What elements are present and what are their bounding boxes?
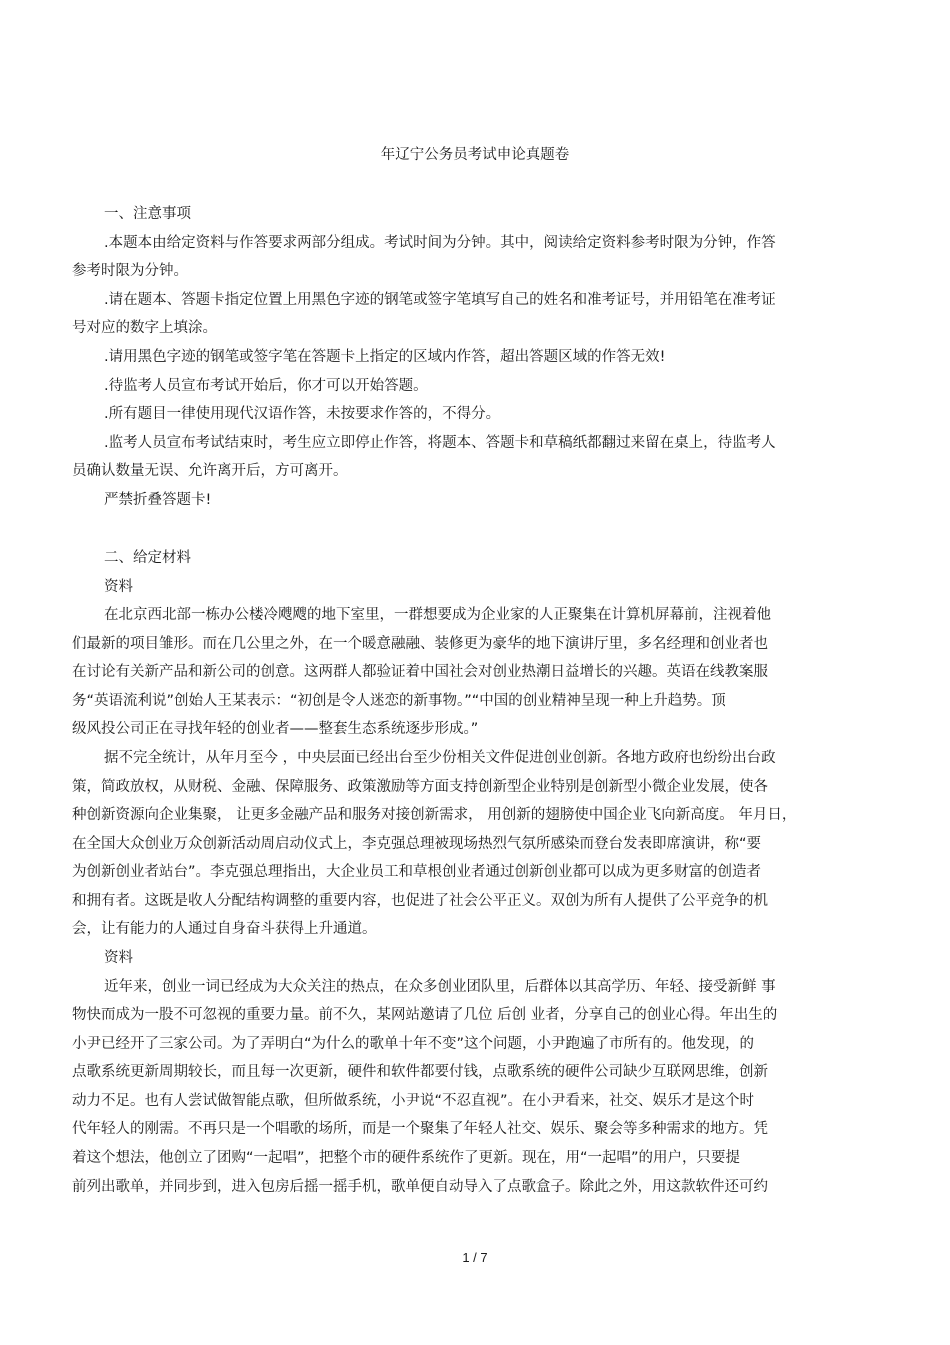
note-line: 员确认数量无误、允许离开后，方可离开。 bbox=[72, 463, 348, 479]
material-line: 前列出歌单，并同步到，进入包房后摇一摇手机，歌单便自动导入了点歌盒子。除此之外，用这款软件还可约 bbox=[72, 1179, 768, 1195]
material-line: 策，简政放权，从财税、金融、保障服务、政策激励等方面支持创新型企业特别是创新型小微企业发展，使各 bbox=[72, 779, 768, 795]
page-title: 年辽宁公务员考试申论真题卷 bbox=[380, 147, 570, 163]
material-line: 近年来，创业一词已经成为大众关注的热点，在众多创业团队里，后群体以其高学历、年轻、接受新鲜 事 bbox=[104, 979, 776, 995]
note-line: .待监考人员宣布考试开始后，你才可以开始答题。 bbox=[104, 378, 428, 394]
material-line: 着这个想法，他创立了团购“一起唱”，把整个市的硬件系统作了更新。现在，用“一起唱”的用户，只要提 bbox=[72, 1150, 741, 1166]
note-line: 参考时限为分钟。 bbox=[72, 263, 188, 279]
section-heading-materials: 二、给定材料 bbox=[104, 550, 191, 566]
material-line: 代年轻人的刚需。不再只是一个唱歌的场所，而是一个聚集了年轻人社交、娱乐、聚会等多种需求的地方。凭 bbox=[72, 1121, 768, 1137]
page-indicator: 1 / 7 bbox=[462, 1250, 488, 1265]
section-heading-notes: 一、注意事项 bbox=[104, 206, 191, 222]
material-line: 为创新创业者站台”。李克强总理指出，大企业员工和草根创业者通过创新创业都可以成为更多财富的创造者 bbox=[72, 864, 762, 880]
note-line: .请用黑色字迹的钢笔或签字笔在答题卡上指定的区域内作答，超出答题区域的作答无效! bbox=[104, 349, 666, 365]
material-line: 在讨论有关新产品和新公司的创意。这两群人都验证着中国社会对创业热潮日益增长的兴趣。英语在线教案服 bbox=[72, 664, 768, 680]
material-line: 种创新资源向企业集聚， 让更多金融产品和服务对接创新需求， 用创新的翅膀使中国企业飞向新高度。 年月日， bbox=[72, 807, 797, 823]
note-line: 号对应的数字上填涂。 bbox=[72, 320, 217, 336]
material-line: 物快而成为一股不可忽视的重要力量。前不久，某网站邀请了几位 后创 业者，分享自己的创业心得。年出生的 bbox=[72, 1007, 778, 1023]
material-line: 们最新的项目雏形。而在几公里之外，在一个暖意融融、装修更为豪华的地下演讲厅里，多名经理和创业者也 bbox=[72, 636, 768, 652]
note-line: .监考人员宣布考试结束时，考生应立即停止作答，将题本、答题卡和草稿纸都翻过来留在桌上，待监考人 bbox=[104, 435, 776, 451]
material-line: 据不完全统计，从年月至今 ，中央层面已经出台至少份相关文件促进创业创新。各地方政府也纷纷出台政 bbox=[104, 750, 776, 766]
material-line: 会，让有能力的人通过自身奋斗获得上升通道。 bbox=[72, 921, 377, 937]
material-label: 资料 bbox=[104, 579, 133, 595]
material-line: 在北京西北部一栋办公楼冷飕飕的地下室里，一群想要成为企业家的人正聚集在计算机屏幕前，注视着他 bbox=[104, 607, 771, 623]
material-line: 在全国大众创业万众创新活动周启动仪式上，李克强总理被现场热烈气氛所感染而登台发表即席演讲，称“要 bbox=[72, 836, 762, 852]
note-line: .所有题目一律使用现代汉语作答，未按要求作答的，不得分。 bbox=[104, 406, 501, 422]
note-line: 严禁折叠答题卡! bbox=[104, 492, 212, 508]
material-line: 级风投公司正在寻找年轻的创业者——整套生态系统逐步形成。” bbox=[72, 721, 479, 737]
material-line: 动力不足。也有人尝试做智能点歌，但所做系统，小尹说“不忍直视”。在小尹看来，社交、娱乐才是这个时 bbox=[72, 1093, 755, 1109]
note-line: .本题本由给定资料与作答要求两部分组成。考试时间为分钟。其中，阅读给定资料参考时限为分钟，作答 bbox=[104, 235, 776, 251]
material-line: 和拥有者。这既是收人分配结构调整的重要内容，也促进了社会公平正义。双创为所有人提供了公平竞争的机 bbox=[72, 893, 768, 909]
material-line: 点歌系统更新周期较长，而且每一次更新，硬件和软件都要付钱，点歌系统的硬件公司缺少互联网思维，创新 bbox=[72, 1064, 768, 1080]
material-line: 务“英语流利说”创始人王某表示：“初创是令人迷恋的新事物。”“中国的创业精神呈现一种上升趋势。顶 bbox=[72, 693, 726, 709]
material-label: 资料 bbox=[104, 950, 133, 966]
note-line: .请在题本、答题卡指定位置上用黑色字迹的钢笔或签字笔填写自己的姓名和准考证号，并用铅笔在准考证 bbox=[104, 292, 776, 308]
material-line: 小尹已经开了三家公司。为了弄明白“为什么的歌单十年不变”这个问题，小尹跑遍了市所有的。他发现，的 bbox=[72, 1036, 755, 1052]
